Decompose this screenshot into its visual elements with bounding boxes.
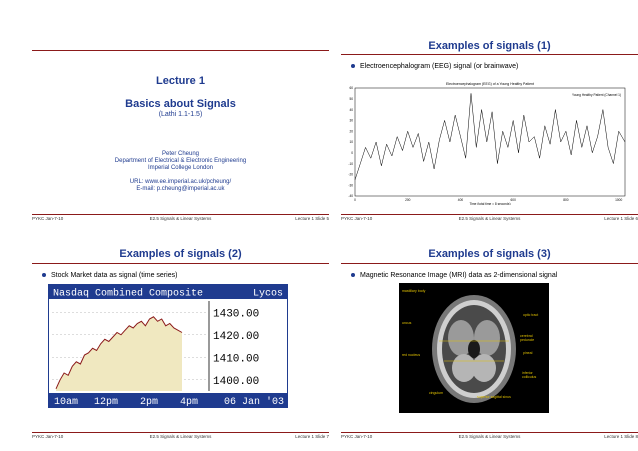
footer-center: E2.5 Signals & Linear Systems (149, 434, 212, 439)
author-college: Imperial College London (147, 165, 214, 171)
lecture-number: Lecture 1 (156, 75, 205, 87)
bullet-icon (351, 273, 355, 277)
slide-footer (32, 433, 329, 441)
y-tick-label: 50 (349, 97, 353, 101)
stock-x-tick-label: 2pm (140, 397, 159, 408)
slide-7 (32, 236, 329, 441)
footer-left: PYKC Jan-7-10 (32, 216, 64, 221)
y-tick-label: 20 (349, 129, 353, 134)
mri-label: inferior colliculus (522, 371, 537, 379)
author-email[interactable]: E-mail: p.cheung@imperial.ac.uk (136, 186, 225, 192)
footer-left: PYKC Jan-7-10 (341, 216, 373, 221)
mri-label: uncus (402, 321, 412, 325)
header-rule (32, 50, 329, 51)
stock-y-tick-label: 1410.00 (213, 353, 260, 366)
author-name: Peter Cheung (161, 151, 200, 157)
x-tick-label: 600 (510, 198, 516, 202)
x-tick-label: 400 (457, 198, 464, 202)
stock-date: 06 Jan '03 (223, 397, 284, 408)
y-tick-label: 0 (351, 151, 353, 155)
bullet-text: Stock Market data as signal (time series) (51, 272, 178, 279)
mri-label: superior sagittal sinus (477, 395, 511, 399)
footer-center: E2.5 Signals & Linear Systems (458, 434, 521, 439)
stock-x-tick-label: 10am (54, 397, 79, 408)
bullet-item (42, 272, 177, 279)
stock-chart (48, 284, 288, 408)
chart-title: Electroencephalogram (EEG) of a Young Healthy Patient (446, 82, 534, 86)
eeg-chart (341, 80, 631, 205)
y-tick-label: -30 (348, 183, 353, 188)
mri-label: optic tract (523, 313, 539, 317)
bullet-item (351, 272, 557, 279)
header-rule (341, 263, 638, 264)
stock-title: Nasdaq Combined Composite (53, 288, 204, 300)
y-tick-label: 10 (349, 140, 353, 145)
mri-labels (399, 283, 549, 413)
legend-entry: Young Healthy Patient (Channel 1) (572, 93, 621, 97)
stock-y-tick-label: 1420.00 (213, 330, 260, 343)
footer-page: Lecture 1 Slide 8 (604, 434, 638, 439)
footer-center: E2.5 Signals & Linear Systems (149, 216, 212, 221)
stock-y-tick-label: 1430.00 (213, 308, 260, 321)
y-tick-label: 40 (349, 107, 353, 112)
stock-y-tick-label: 1400.00 (213, 375, 260, 388)
slide-6 (341, 18, 638, 223)
bullet-item (351, 63, 518, 70)
x-axis-label: Time (total time = 8 seconds) (469, 202, 511, 205)
header-rule (32, 263, 329, 264)
mri-label: cerebral peduncle (520, 334, 535, 342)
bullet-icon (42, 273, 46, 277)
mri-label: red nucleus (402, 353, 421, 357)
slide-5 (32, 18, 329, 223)
slide-title: Examples of signals (3) (428, 248, 551, 260)
slide-title: Examples of signals (2) (119, 248, 242, 260)
bullet-text: Magnetic Resonance Image (MRI) data as 2-dimensional signal (360, 272, 558, 279)
slide-title: Examples of signals (1) (428, 40, 551, 52)
x-tick-label: 0 (354, 198, 356, 202)
stock-x-tick-label: 4pm (180, 397, 199, 408)
footer-page: Lecture 1 Slide 7 (295, 434, 329, 439)
mri-label: pineal (523, 351, 533, 355)
slide-footer (341, 215, 638, 223)
footer-page: Lecture 1 Slide 5 (295, 216, 329, 221)
mri-label: mastillary body (402, 289, 426, 293)
author-department: Department of Electrical & Electronic Engineering (114, 158, 247, 164)
y-tick-label: -40 (348, 194, 353, 199)
header-rule (341, 54, 638, 55)
bullet-text: Electroencephalogram (EEG) signal (or brainwave) (360, 63, 519, 70)
stock-x-tick-label: 12pm (94, 397, 119, 408)
x-tick-label: 200 (405, 198, 411, 202)
y-tick-label: 60 (349, 86, 353, 91)
slide-footer (32, 215, 329, 223)
bullet-icon (351, 64, 355, 68)
slide-footer (341, 433, 638, 441)
x-tick-label: 1000 (615, 198, 623, 202)
footer-left: PYKC Jan-7-10 (341, 434, 373, 439)
y-tick-label: -10 (348, 161, 353, 166)
mri-label: cingulum (429, 391, 444, 395)
lecture-subject: Basics about Signals (125, 98, 236, 110)
lecture-reference: (Lathi 1.1-1.5) (158, 111, 203, 118)
y-tick-label: -20 (348, 172, 353, 177)
slide-8 (341, 236, 638, 441)
y-tick-label: 30 (349, 118, 353, 123)
footer-page: Lecture 1 Slide 6 (604, 216, 638, 221)
footer-left: PYKC Jan-7-10 (32, 434, 64, 439)
x-tick-label: 800 (563, 198, 569, 202)
stock-brand: Lycos (252, 288, 283, 300)
author-url[interactable]: URL: www.ee.imperial.ac.uk/pcheung/ (129, 179, 232, 185)
footer-center: E2.5 Signals & Linear Systems (458, 216, 521, 221)
